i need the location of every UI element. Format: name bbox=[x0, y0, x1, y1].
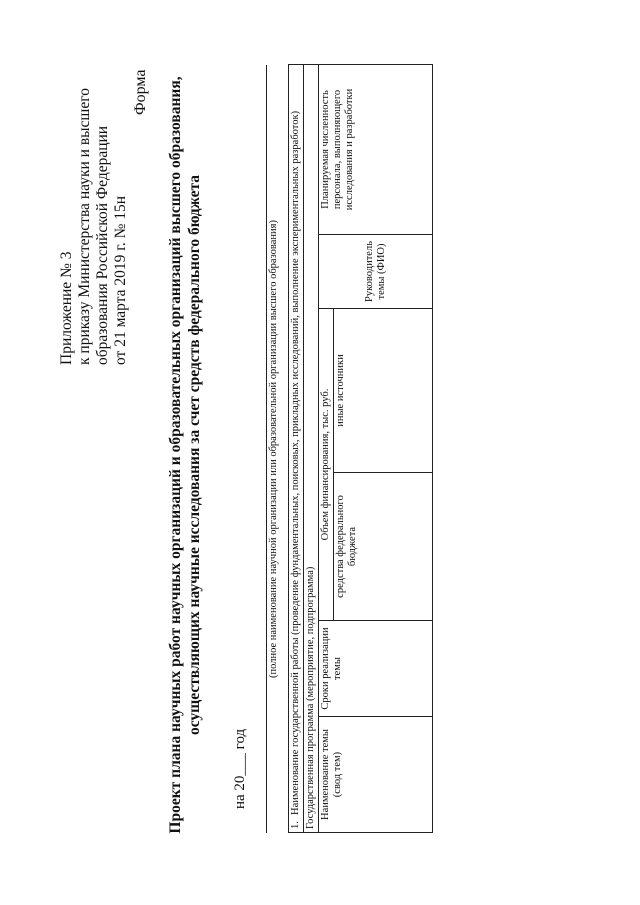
appendix-line-4: от 21 марта 2019 г. № 15н bbox=[112, 195, 129, 365]
header-federal-budget: средства федерального бюджета bbox=[334, 473, 433, 621]
header-topic-name: Наименование темы (свод тем) bbox=[319, 717, 433, 833]
year-line: на 20___ год bbox=[232, 728, 248, 809]
table-row bbox=[304, 64, 319, 832]
title-line-2: осуществляющих научные исследования за счет средств федерального бюджета bbox=[186, 174, 203, 736]
appendix-line-1: Приложение № 3 bbox=[58, 251, 75, 365]
table-header-row bbox=[319, 64, 334, 832]
header-staff: Планируемая численность персонала, выполняющего исследования и разработки bbox=[319, 64, 433, 234]
organization-caption: (полное наименование научной организации или образовательной организации высшего образования) bbox=[268, 220, 279, 678]
header-funding: Объем финансирования, тыс. руб. bbox=[319, 309, 334, 621]
plan-table bbox=[288, 64, 433, 833]
header-other-sources: иные источники bbox=[334, 309, 433, 473]
table-row bbox=[289, 64, 304, 832]
section-cell bbox=[289, 64, 304, 832]
program-cell: Государственная программа (мероприятие, подпрограмма) bbox=[304, 64, 319, 832]
appendix-header bbox=[58, 35, 130, 365]
organization-name-line bbox=[266, 65, 267, 833]
title-line-1: Проект плана научных работ научных организаций и образовательных организаций высшего образования, bbox=[167, 76, 184, 834]
appendix-line-2: к приказу Министерства науки и высшего bbox=[76, 88, 93, 365]
section-text: Наименование государственной работы (проведение фундаментальных, поисковых, прикладных исследований, выполнение экспериментальных разработок) bbox=[290, 110, 301, 815]
section-number: 1. bbox=[290, 821, 301, 829]
header-terms: Сроки реализации темы bbox=[319, 621, 433, 717]
form-label: Форма bbox=[132, 69, 149, 115]
header-head: Руководитель темы (ФИО) bbox=[319, 235, 433, 309]
document-title bbox=[166, 75, 204, 835]
appendix-line-3: образования Российской Федерации bbox=[94, 125, 111, 365]
